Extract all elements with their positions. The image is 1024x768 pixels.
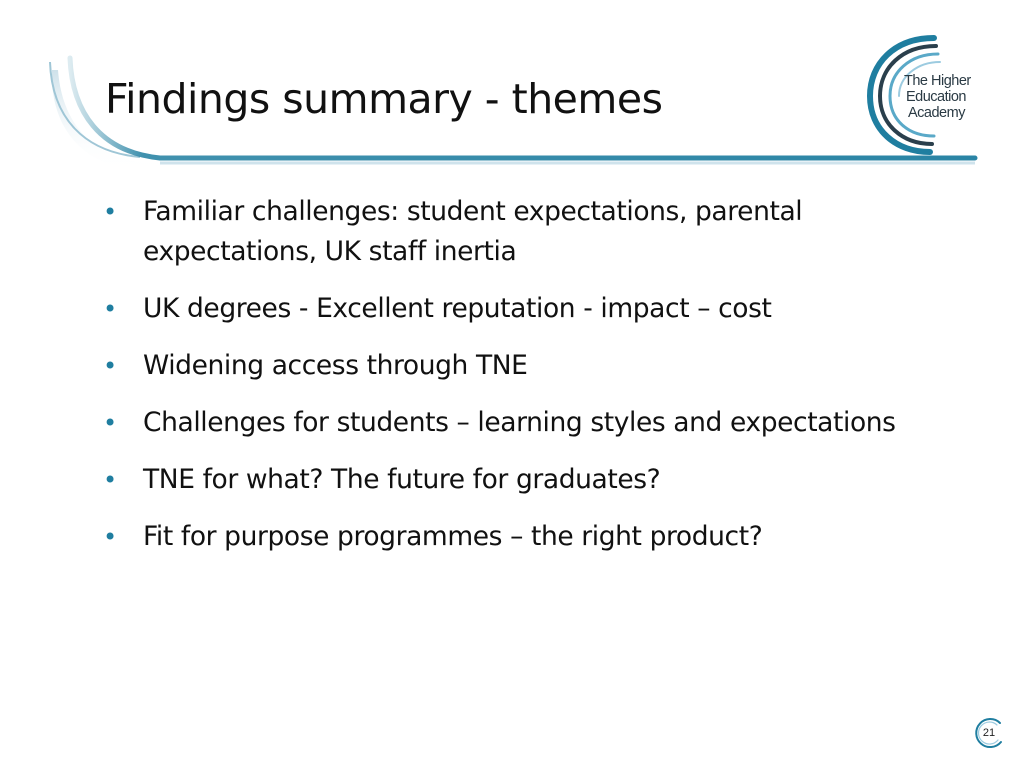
bullet-text: UK degrees - Excellent reputation - impact – cost [143, 293, 772, 324]
bullet-dot-icon: • [103, 198, 117, 226]
bullet-list [103, 192, 963, 574]
bullet-dot-icon: • [103, 295, 117, 323]
bullet-item [103, 403, 963, 443]
page-number: 21 [982, 727, 996, 739]
bullet-item [103, 460, 963, 500]
bullet-dot-icon: • [103, 523, 117, 551]
hea-logo-text [904, 73, 982, 121]
bullet-dot-icon: • [103, 466, 117, 494]
bullet-text: TNE for what? The future for graduates? [143, 464, 661, 495]
slide-title: Findings summary - themes [105, 75, 663, 123]
logo-line-3: Academy [908, 105, 965, 121]
logo-line-2: Education [906, 89, 966, 105]
bullet-item [103, 346, 963, 386]
bullet-item [103, 192, 963, 272]
bullet-text: Widening access through TNE [143, 350, 528, 381]
bullet-text: Fit for purpose programmes – the right product? [143, 521, 763, 552]
bullet-item [103, 517, 963, 557]
bullet-dot-icon: • [103, 409, 117, 437]
bullet-text: Familiar challenges: student expectations, parental expectations, UK staff inertia [143, 196, 803, 267]
bullet-text: Challenges for students – learning styles and expectations [143, 407, 896, 438]
bullet-item [103, 289, 963, 329]
logo-line-1: The Higher [904, 73, 971, 89]
bullet-dot-icon: • [103, 352, 117, 380]
